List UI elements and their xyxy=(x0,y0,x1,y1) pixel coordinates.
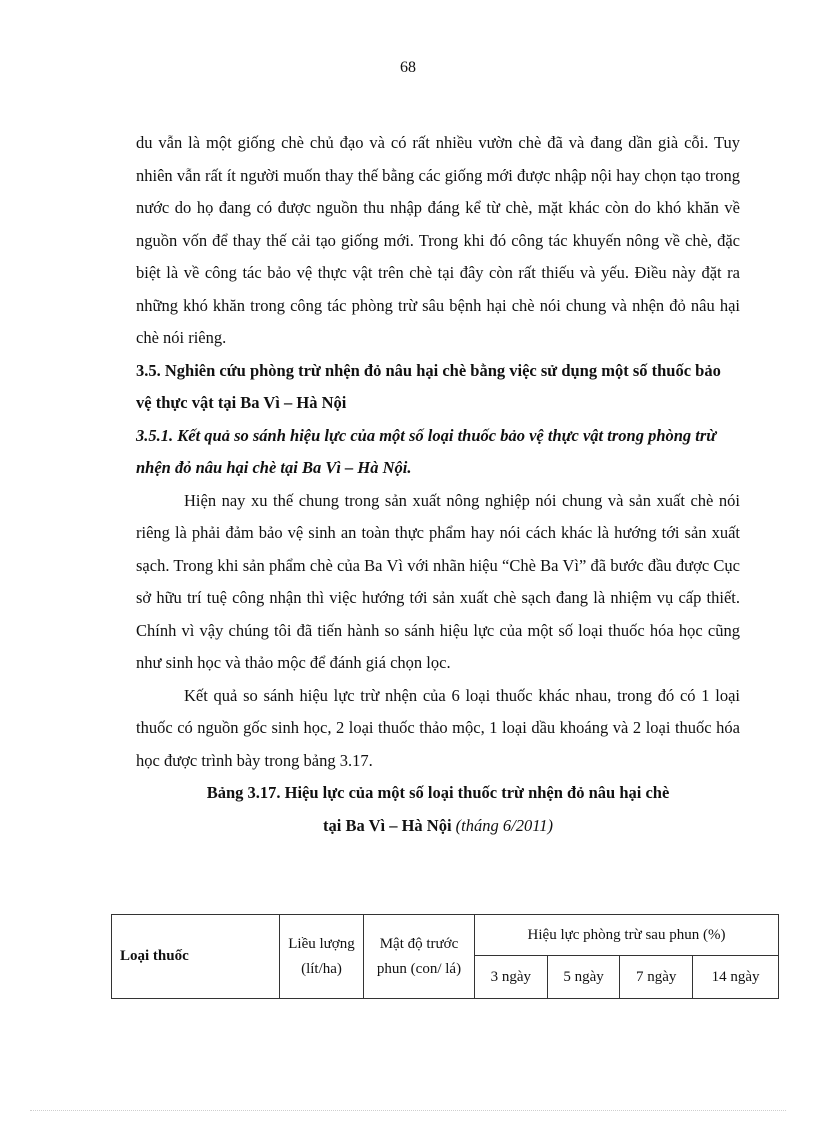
subsection-heading-3-5-1: 3.5.1. Kết quả so sánh hiệu lực của một số loại thuốc bảo vệ thực vật trong phòng trừ nhện đỏ nâu hại chè tại Ba Vì – Hà Nội. xyxy=(136,425,717,477)
table-caption-line2: tại Ba Vì – Hà Nội xyxy=(323,815,452,835)
section-heading-3-5: 3.5. Nghiên cứu phòng trừ nhện đỏ nâu hại chè bằng việc sử dụng một số thuốc bảo vệ thực vật tại Ba Vì – Hà Nội xyxy=(136,360,721,412)
header-dose: Liều lượng (lít/ha) xyxy=(280,915,364,999)
header-day-5: 5 ngày xyxy=(547,956,620,999)
header-day-3: 3 ngày xyxy=(475,956,548,999)
table-caption-line1: Bảng 3.17. Hiệu lực của một số loại thuốc trừ nhện đỏ nâu hại chè xyxy=(206,783,670,802)
header-day-7: 7 ngày xyxy=(620,956,693,999)
paragraph-trend: Hiện nay xu thế chung trong sản xuất nông nghiệp nói chung và sản xuất chè nói riêng là phải đảm bảo vệ sinh an toàn thực phẩm hay nói cách khác là hướng tới sản xuất sạch. Trong khi sản phẩm chè của Ba Vì với nhãn hiệu “Chè Ba Vì” đã bước đầu được Cục sở hữu trí tuệ công nhận thì việc hướng tới sản xuất chè sạch đang là nhiệm vụ cấp thiết. Chính vì vậy chúng tôi đã tiến hành so sánh hiệu lực của một số loại thuốc hóa học cũng như sinh học và thảo mộc để đánh giá chọn lọc. xyxy=(136,490,740,672)
efficacy-table xyxy=(111,914,779,999)
paragraph-results: Kết quả so sánh hiệu lực trừ nhện của 6 loại thuốc khác nhau, trong đó có 1 loại thuốc có nguồn gốc sinh học, 2 loại thuốc thảo mộc, 1 loại dầu khoáng và 2 loại thuốc hóa học được trình bày trong bảng 3.17. xyxy=(136,685,740,770)
page-number: 68 xyxy=(400,59,416,76)
body-text xyxy=(136,127,740,842)
header-density: Mật độ trước phun (con/ lá) xyxy=(364,915,475,999)
header-efficacy: Hiệu lực phòng trừ sau phun (%) xyxy=(475,915,779,956)
page-bottom-divider xyxy=(30,1110,786,1111)
header-drug-type: Loại thuốc xyxy=(112,915,280,999)
header-day-14: 14 ngày xyxy=(693,956,779,999)
paragraph-intro: du vẫn là một giống chè chủ đạo và có rất nhiều vườn chè đã và đang dần già cỗi. Tuy nhiên vẫn rất ít người muốn thay thế bằng các giống mới được nhập nội hay chọn tạo trong nước do họ đang có được nguồn thu nhập đáng kể từ chè, mặt khác còn do khó khăn về nguồn vốn để thay thế cải tạo giống mới. Trong khi đó công tác khuyến nông về chè, đặc biệt là về công tác bảo vệ thực vật trên chè tại đây còn rất thiếu và yếu. Điều này đặt ra những khó khăn trong công tác phòng trừ sâu bệnh hại chè nói chung và nhện đỏ nâu hại chè nói riêng. xyxy=(136,133,740,347)
table-caption xyxy=(136,777,740,842)
table-caption-date: (tháng 6/2011) xyxy=(455,815,553,835)
